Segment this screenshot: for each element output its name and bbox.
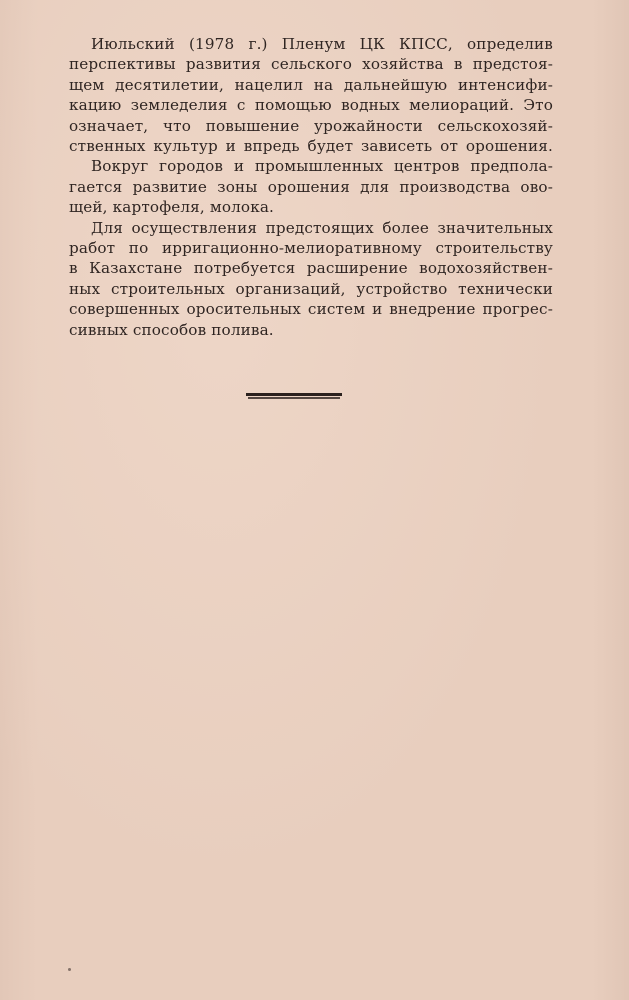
text-line: щем десятилетии, нацелил на дальнейшую интенсифи- <box>69 75 553 94</box>
text-line: щей, картофеля, молока. <box>69 198 275 217</box>
text-line: ных строительных организаций, устройство технически <box>69 279 553 298</box>
text-line: перспективы развития сельского хозяйства в предстоя- <box>69 55 553 74</box>
text-line: Вокруг городов и промышленных центров предпола- <box>91 157 553 176</box>
text-line: совершенных оросительных систем и внедрение прогрес- <box>69 300 553 319</box>
body-text <box>69 34 553 340</box>
divider-bar-thick <box>246 393 342 396</box>
text-line: Июльский (1978 г.) Пленум ЦК КПСС, определив <box>91 35 553 53</box>
paragraph-2 <box>69 156 553 217</box>
text-line: означает, что повышение урожайности сельскохозяй- <box>69 116 553 135</box>
text-line: в Казахстане потребуется расширение водохозяйствен- <box>69 259 553 278</box>
paper-speck <box>68 968 71 971</box>
text-line: Для осуществления предстоящих более значительных <box>91 218 553 237</box>
text-line: работ по ирригационно-мелиоративному строительству <box>69 239 553 258</box>
text-line: ственных культур и впредь будет зависеть от орошения. <box>69 137 553 156</box>
text-line: гается развитие зоны орошения для производства ово- <box>69 177 553 196</box>
divider-bar-thin <box>248 397 340 399</box>
paragraph-3 <box>69 218 553 340</box>
paragraph-1 <box>69 34 553 156</box>
text-line: кацию земледелия с помощью водных мелиораций. Это <box>69 96 553 115</box>
text-line: сивных способов полива. <box>69 320 274 339</box>
section-divider-rule <box>246 393 342 400</box>
